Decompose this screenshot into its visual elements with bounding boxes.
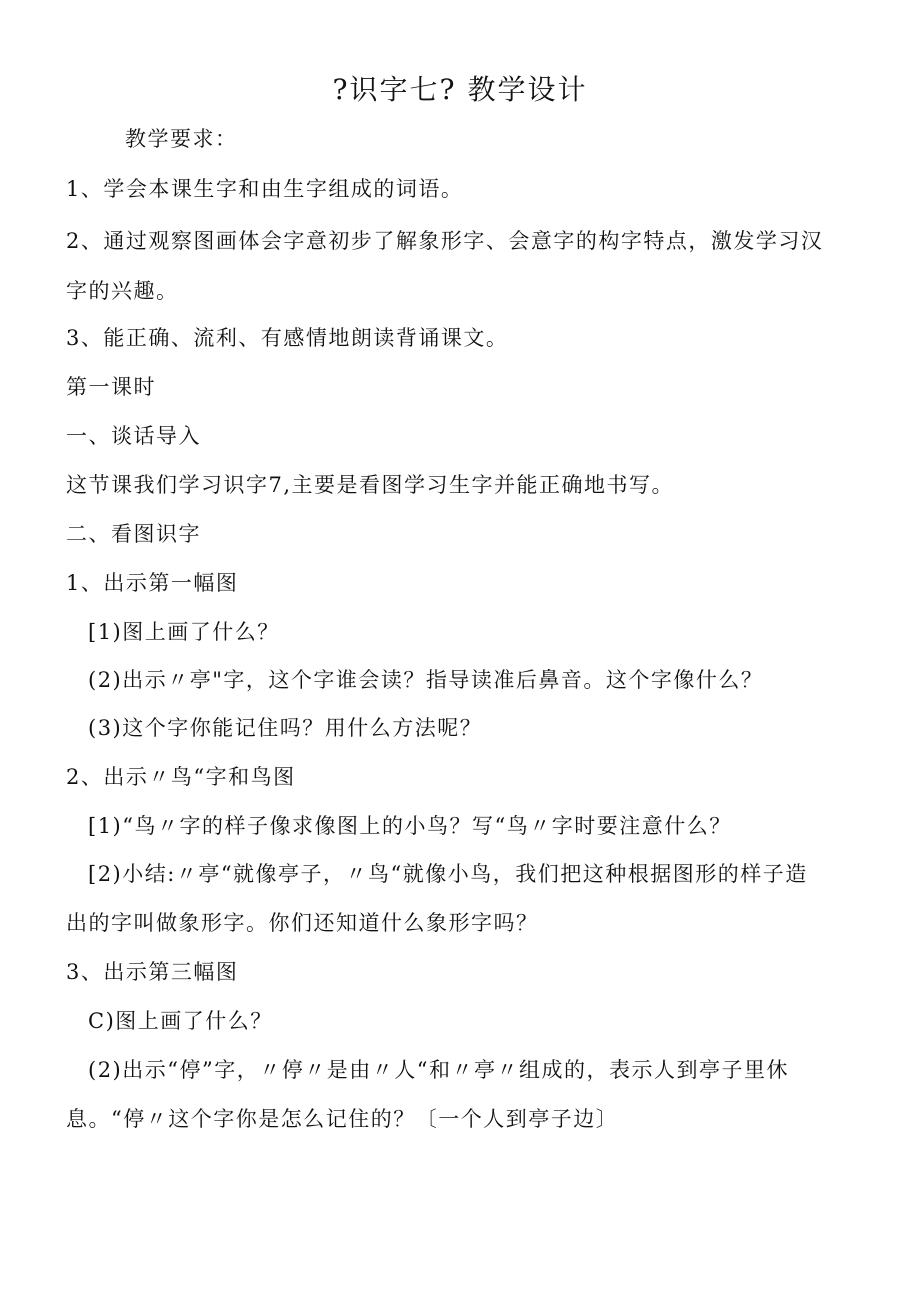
- text-line: 2、出示〃鸟“字和鸟图: [66, 765, 296, 789]
- text-line: [1)图上画了什么？: [88, 620, 280, 644]
- text-line: 1、学会本课生字和由生字组成的词语。: [66, 177, 464, 201]
- text-line: C)图上画了什么？: [88, 1009, 273, 1033]
- text-line: 二、看图识字: [66, 522, 201, 546]
- text-line: 1、出示第一幅图: [66, 571, 239, 595]
- text-line: (2)出示“停”字，〃停〃是由〃人“和〃亭〃组成的，表示人到亭子里休: [88, 1058, 789, 1082]
- text-line: 3、能正确、流利、有感情地朗读背诵课文。: [66, 326, 509, 350]
- text-line: 息。“停〃这个字你是怎么记住的？〔一个人到亭子边〕: [66, 1107, 619, 1131]
- text-line: [2)小结:〃亭“就像亭子，〃鸟“就像小鸟，我们把这种根据图形的样子造: [88, 862, 808, 886]
- text-line: 这节课我们学习识字7,主要是看图学习生字并能正确地书写。: [66, 473, 675, 497]
- text-line: 2、通过观察图画体会字意初步了解象形字、会意字的构字特点，激发学习汉: [66, 229, 824, 253]
- text-line: 字的兴趣。: [66, 279, 179, 303]
- text-line: 3、出示第三幅图: [66, 960, 239, 984]
- text-line: 教学要求：: [125, 127, 238, 151]
- text-line: 第一课时: [66, 375, 156, 399]
- text-line: [1)“鸟〃字的样子像求像图上的小鸟？写“鸟〃字时要注意什么？: [88, 814, 732, 838]
- text-line: (2)出示〃亭"字，这个字谁会读？指导读准后鼻音。这个字像什么？: [88, 668, 764, 692]
- text-line: 出的字叫做象形字。你们还知道什么象形字吗？: [66, 911, 539, 935]
- document-title: ?识字七? 教学设计: [332, 73, 588, 106]
- text-line: (3)这个字你能记住吗？用什么方法呢？: [88, 716, 483, 740]
- text-line: 一、谈话导入: [66, 424, 201, 448]
